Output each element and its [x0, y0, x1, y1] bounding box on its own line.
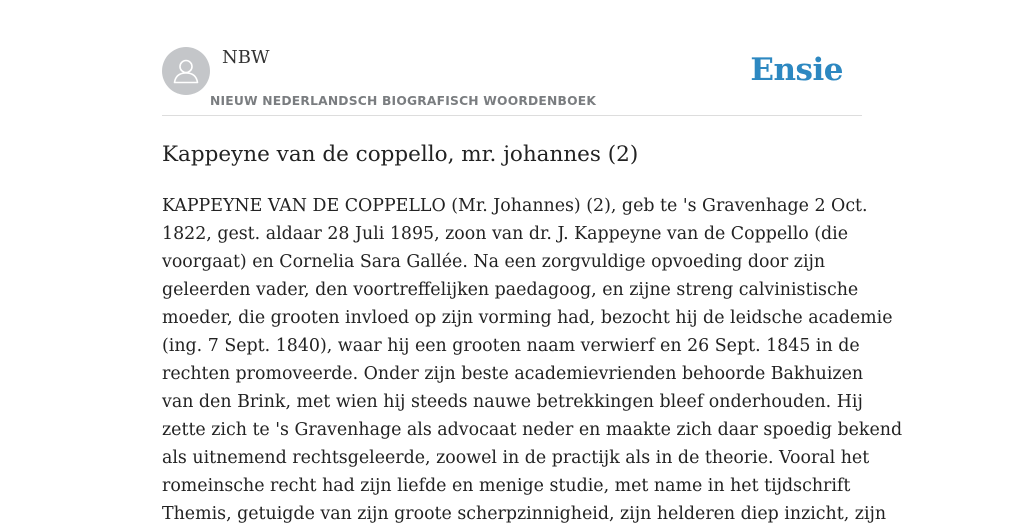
- brand-logo[interactable]: Ensie: [750, 52, 843, 88]
- article-title: Kappeyne van de coppello, mr. johannes (2): [162, 142, 639, 167]
- body-line: voorgaat) en Cornelia Sara Gallée. Na een zorgvuldige opvoeding door zijn: [162, 252, 826, 272]
- body-line: rechten promoveerde. Onder zijn beste academievrienden behoorde Bakhuizen: [162, 364, 864, 384]
- user-silhouette-icon: [162, 47, 210, 95]
- source-name[interactable]: NBW: [222, 47, 270, 68]
- body-line: als uitnemend rechtsgeleerde, zoowel in de practijk als in de theorie. Vooral het: [162, 448, 870, 468]
- article-body: [162, 192, 903, 528]
- body-line: (ing. 7 Sept. 1840), waar hij een grooten naam verwierf en 26 Sept. 1845 in de: [162, 336, 860, 356]
- source-subtitle: NIEUW NEDERLANDSCH BIOGRAFISCH WOORDENBOEK: [210, 94, 597, 108]
- body-line: Themis, getuigde van zijn groote scherpzinnigheid, zijn helderen diep inzicht, zijn: [162, 504, 887, 524]
- body-line: van den Brink, met wien hij steeds nauwe betrekkingen bleef onderhouden. Hij: [162, 392, 863, 412]
- body-line: geleerden vader, den voortreffelijken paedagoog, en zijne streng calvinistische: [162, 280, 859, 300]
- body-line: moeder, die grooten invloed op zijn vorming had, bezocht hij de leidsche academie: [162, 308, 893, 328]
- body-line: 1822, gest. aldaar 28 Juli 1895, zoon van dr. J. Kappeyne van de Coppello (die: [162, 224, 849, 244]
- avatar-glyph: [162, 47, 210, 95]
- header-divider: [162, 115, 862, 116]
- body-line: zette zich te 's Gravenhage als advocaat neder en maakte zich daar spoedig bekend: [162, 420, 903, 440]
- body-line: KAPPEYNE VAN DE COPPELLO (Mr. Johannes) (2), geb te 's Gravenhage 2 Oct.: [162, 196, 868, 216]
- body-line: romeinsche recht had zijn liefde en menige studie, met name in het tijdschrift: [162, 476, 851, 496]
